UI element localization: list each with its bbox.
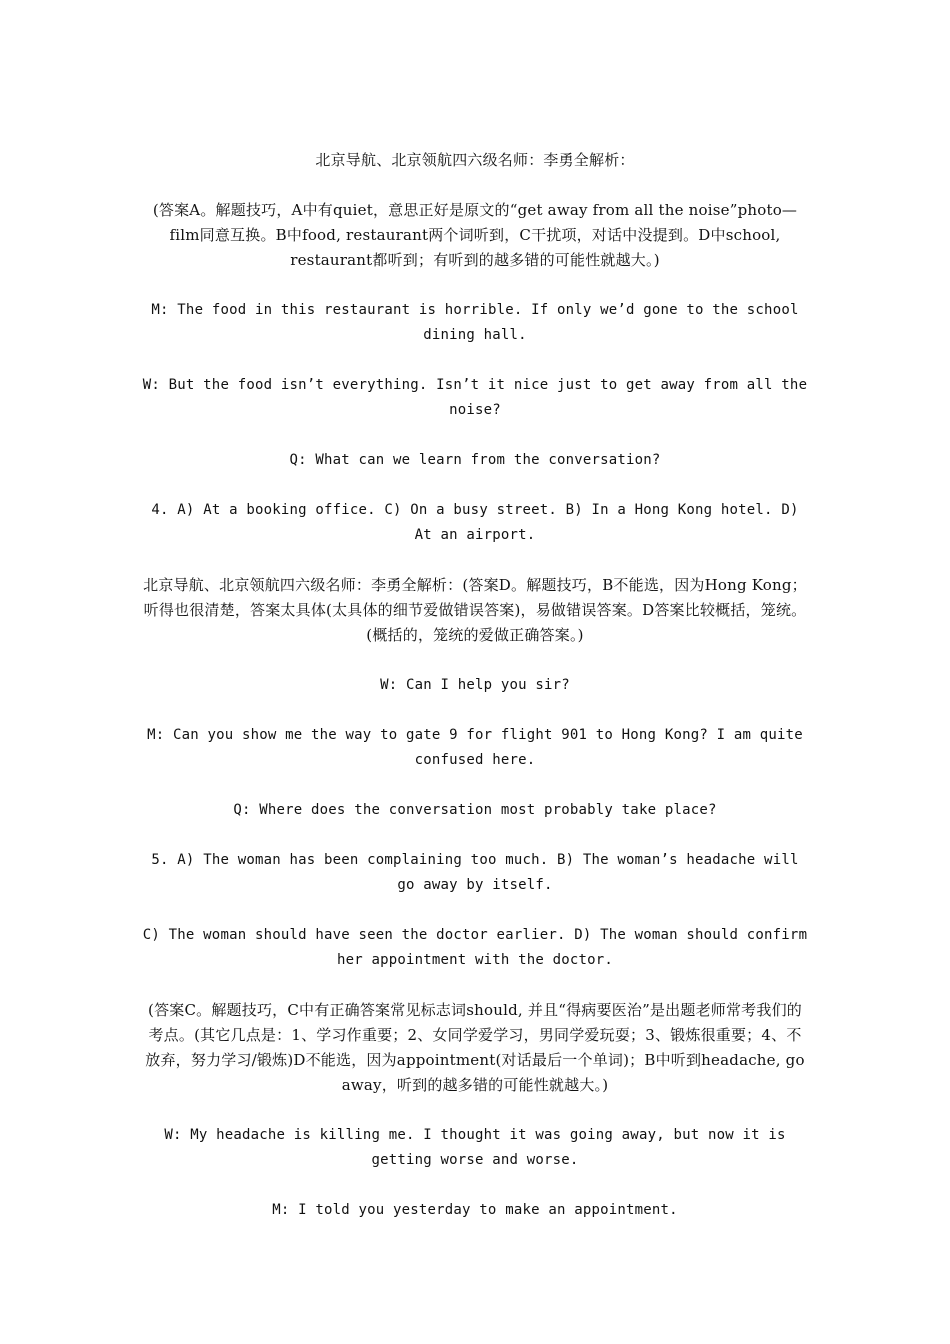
analysis-heading: 北京导航、北京领航四六级名师：李勇全解析： — [315, 151, 635, 169]
question-line: Q: Where does the conversation most probably take place? — [233, 802, 717, 818]
dialogue-line-woman: W: But the food isn’t everything. Isn’t it nice just to get away from all the noise? — [142, 377, 808, 418]
document-page — [142, 148, 808, 1248]
question-5-options-ab: 5. A) The woman has been complaining too much. B) The woman’s headache will go away by itself. — [151, 852, 799, 893]
question-line: Q: What can we learn from the conversation? — [289, 452, 661, 468]
dialogue-line-woman: W: Can I help you sir? — [380, 677, 570, 693]
answer-analysis-3: (答案A。解题技巧，A中有quiet，意思正好是原文的“get away from all the noise”photo—film同意互换。B中food, restaurant两个词听到，C干扰项，对话中没提到。D中school, restaurant都听到；有听到的越多错的可能性就越大。) — [152, 201, 798, 269]
dialogue-line-man: M: Can you show me the way to gate 9 for flight 901 to Hong Kong? I am quite confused here. — [147, 727, 803, 768]
question-4-options: 4. A) At a booking office. C) On a busy street. B) In a Hong Kong hotel. D) At an airport. — [151, 502, 799, 543]
dialogue-line-man: M: The food in this restaurant is horrible. If only we’d gone to the school dining hall. — [151, 302, 799, 343]
answer-analysis-5: (答案C。解题技巧，C中有正确答案常见标志词should, 并且“得病要医治”是出题老师常考我们的考点。(其它几点是：1、学习作重要；2、女同学爱学习，男同学爱玩耍；3、锻炼很重要；4、不放弃，努力学习/锻炼)D不能选，因为appointment(对话最后一个单词)；B中听到headache, go away，听到的越多错的可能性就越大。) — [145, 1001, 805, 1094]
dialogue-line-woman: W: My headache is killing me. I thought it was going away, but now it is getting worse and worse. — [164, 1127, 786, 1168]
dialogue-line-man: M: I told you yesterday to make an appointment. — [272, 1202, 678, 1218]
question-5-options-cd: C) The woman should have seen the doctor earlier. D) The woman should confirm her appointment with the doctor. — [142, 927, 808, 968]
answer-analysis-4: 北京导航、北京领航四六级名师：李勇全解析：(答案D。解题技巧，B不能选，因为Hong Kong；听得也很清楚，答案太具体(太具体的细节爱做错误答案)，易做错误答案。D答案比较概括，笼统。(概括的，笼统的爱做正确答案。) — [143, 576, 807, 644]
